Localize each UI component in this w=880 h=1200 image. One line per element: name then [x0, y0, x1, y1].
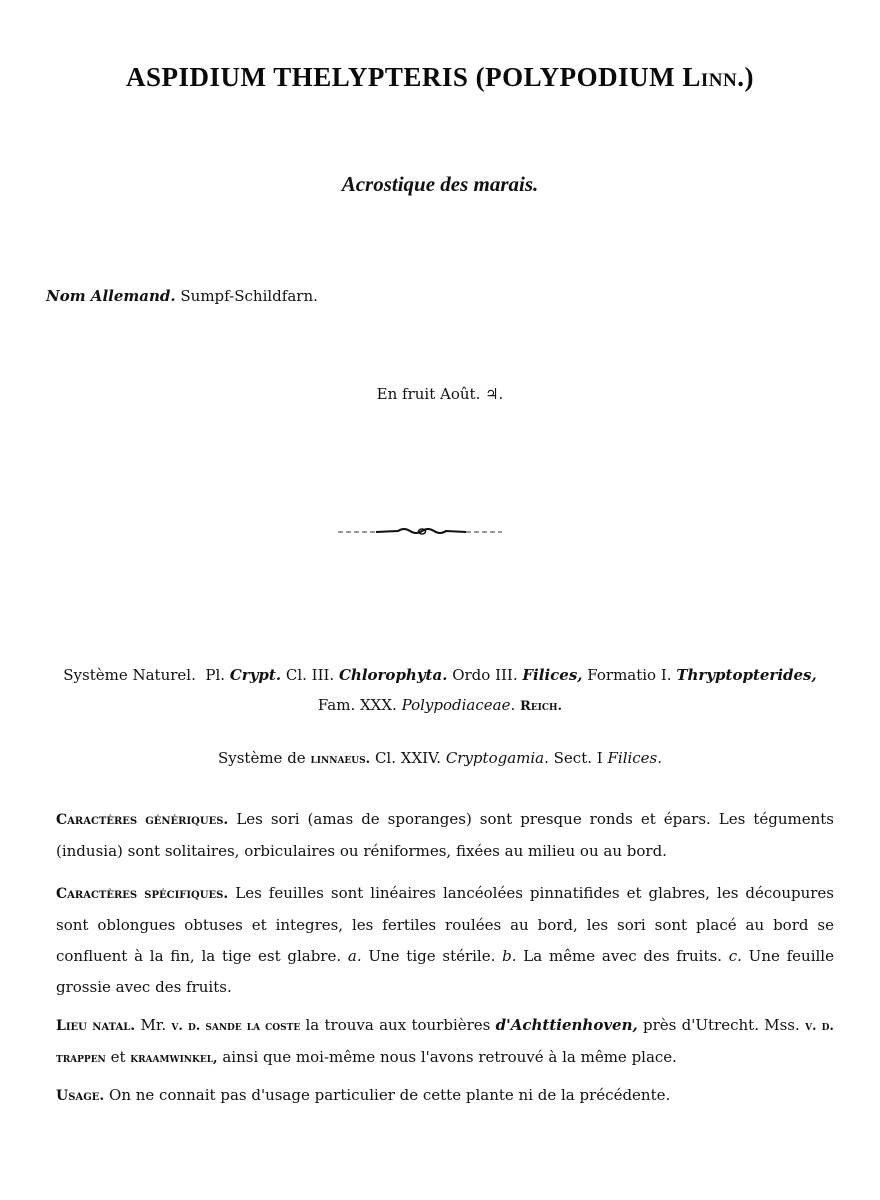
german-name-line — [46, 287, 318, 305]
french-common-name: Acrostique des marais. — [341, 172, 539, 196]
habitat: Lieu natal. Mr. v. d. sande la coste la trouva aux tourbières d'Achttienhoven, près d'Utrecht. Mss. v. d. trappen et kraamwinkel, ainsi que moi-même nous l'avons retrouvé à la même place. — [56, 1016, 834, 1066]
usage: Usage. On ne connait pas d'usage particulier de cette plante ni de la précédente. — [56, 1086, 671, 1104]
title-author: Linn. — [682, 62, 745, 92]
natural-system: Système Naturel. Pl. Crypt. Cl. III. Chlorophyta. Ordo III. Filices, Formatio I. Thryptopterides, Fam. XXX. Polypodiaceae. Reich. — [63, 666, 817, 714]
linnaeus-system: Système de linnaeus. Cl. XXIV. Cryptogamia. Sect. I Filices. — [217, 749, 663, 767]
german-name-label: Nom Allemand. — [46, 287, 176, 305]
page-title — [0, 62, 880, 93]
generic-characters: Caractères génériques. Les sori (amas de sporanges) sont presque ronds et épars. Les téguments (indusia) sont solitaires, orbiculaires ou réniformes, fixées au milieu ou au bord. — [56, 810, 834, 860]
ornament-divider-icon — [336, 524, 504, 540]
specific-characters: Caractères spécifiques. Les feuilles sont linéaires lancéolées pinnatifides et glabres, les découpures sont oblongues obtuses et integres, les fertiles roulées au bord, les sori sont placé au bord se confluent à la fin, la tige est glabre. a. Une tige stérile. b. La même avec des fruits. c. Une feuille grossie avec des fruits. — [56, 884, 834, 996]
fruiting-line: En fruit Août. ♃. — [376, 385, 504, 403]
title-main: ASPIDIUM THELYPTERIS (POLYPODIUM — [126, 62, 683, 92]
german-name-value: Sumpf-Schildfarn. — [180, 287, 318, 305]
title-close: ) — [744, 62, 754, 92]
